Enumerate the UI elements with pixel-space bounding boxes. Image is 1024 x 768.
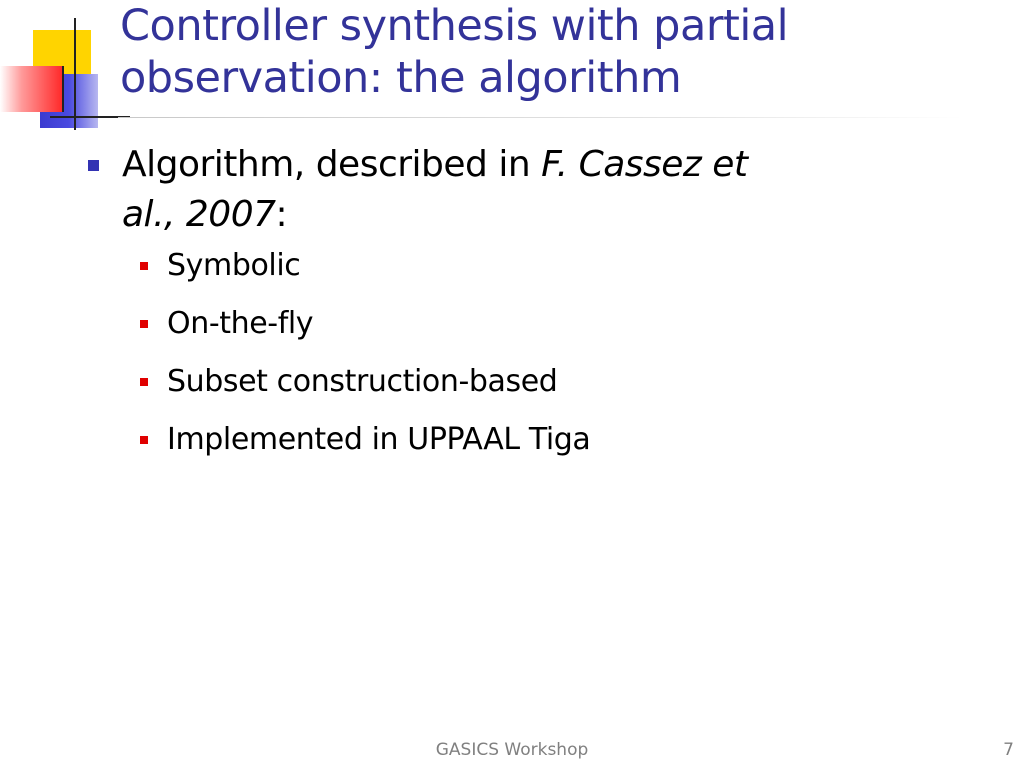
bullet-algorithm bbox=[84, 140, 984, 240]
slide-title-line-1: Controller synthesis with partial bbox=[120, 1, 789, 51]
slide-title-line-2: observation: the algorithm bbox=[120, 53, 682, 103]
sub-bullet-text: Symbolic bbox=[167, 248, 301, 283]
small-square-bullet-icon bbox=[140, 436, 148, 444]
bullet-line-1 bbox=[122, 140, 984, 190]
sub-bullet-text: Implemented in UPPAAL Tiga bbox=[167, 422, 591, 457]
slide-body bbox=[84, 140, 984, 480]
footer-text: GASICS Workshop bbox=[435, 740, 589, 760]
small-square-bullet-icon bbox=[140, 378, 148, 386]
title-divider bbox=[118, 117, 963, 118]
bullet-text-prefix: Algorithm, described in bbox=[122, 144, 542, 185]
slide-title bbox=[120, 0, 1000, 104]
sub-bullet-item bbox=[136, 306, 984, 342]
page-number: 7 bbox=[1003, 740, 1014, 760]
logo-vertical-line-2 bbox=[62, 66, 64, 112]
sub-bullet-item bbox=[136, 248, 984, 284]
sub-bullet-list bbox=[84, 248, 984, 458]
sub-bullet-text: On-the-fly bbox=[167, 306, 314, 341]
logo-vertical-line bbox=[74, 18, 76, 130]
sub-bullet-text: Subset construction-based bbox=[167, 364, 558, 399]
square-bullet-icon bbox=[88, 160, 99, 171]
small-square-bullet-icon bbox=[140, 262, 148, 270]
slide-decoration-logo-icon bbox=[0, 0, 130, 135]
sub-bullet-item bbox=[136, 422, 984, 458]
citation-part-2: al., 2007 bbox=[122, 194, 276, 235]
sub-bullet-item bbox=[136, 364, 984, 400]
citation-part-1: F. Cassez et bbox=[541, 144, 748, 185]
bullet-line-2 bbox=[122, 190, 984, 240]
logo-red-bar bbox=[0, 66, 62, 112]
small-square-bullet-icon bbox=[140, 320, 148, 328]
slide-footer bbox=[0, 740, 1024, 764]
bullet-text-suffix: : bbox=[275, 194, 288, 235]
